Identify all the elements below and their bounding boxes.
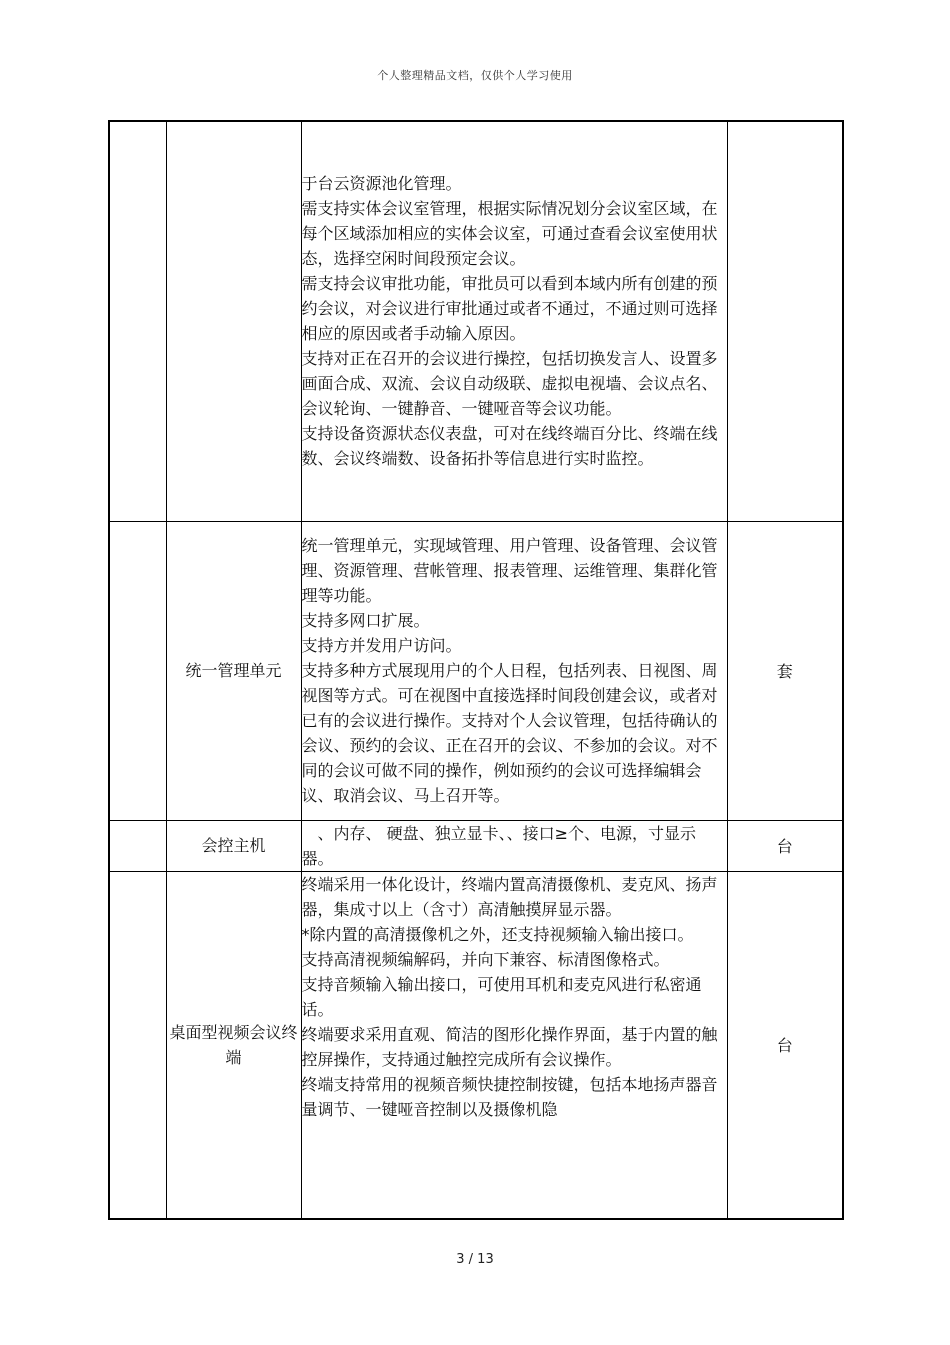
description-paragraph: 、内存、 硬盘、独立显卡、、接口≥个、电源，寸显示器。: [301, 823, 696, 868]
description-paragraph: 终端采用一体化设计，终端内置高清摄像机、麦克风、扬声器，集成寸以上（含寸）高清触摸屏显示器。: [301, 874, 718, 919]
table-row: [109, 871, 843, 1219]
table-row: [109, 820, 843, 871]
page-number: 3 / 13: [456, 1252, 494, 1267]
description-paragraph: 终端要求采用直观、简洁的图形化操作界面，基于内置的触控屏操作，支持通过触控完成所有会议操作。: [301, 1024, 718, 1069]
description-paragraph: 支持对正在召开的会议进行操控，包括切换发言人、设置多画面合成、双流、会议自动级联、虚拟电视墙、会议点名、会议轮询、一键静音、一键哑音等会议功能。: [301, 349, 718, 419]
description-paragraph: 于台云资源池化管理。: [301, 174, 462, 194]
unit-cell: 套: [727, 521, 843, 820]
index-cell: [109, 121, 166, 521]
description-paragraph: 支持设备资源状态仪表盘，可对在线终端百分比、终端在线数、会议终端数、设备拓扑等信息进行实时监控。: [301, 424, 718, 469]
index-cell: [109, 521, 166, 820]
description-paragraph: *除内置的高清摄像机之外，还支持视频输入输出接口。: [301, 924, 694, 944]
table-row: [109, 121, 843, 521]
item-name-cell: 桌面型视频会议终端: [166, 871, 301, 1219]
description-paragraph: 需支持会议审批功能，审批员可以看到本域内所有创建的预约会议，对会议进行审批通过或者不通过，不通过则可选择相应的原因或者手动输入原因。: [301, 274, 718, 344]
unit-cell: 台: [727, 871, 843, 1219]
index-cell: [109, 820, 166, 871]
item-name-cell: 统一管理单元: [166, 521, 301, 820]
description-paragraph: 支持多种方式展现用户的个人日程，包括列表、日视图、周视图等方式。可在视图中直接选择时间段创建会议，或者对已有的会议进行操作。支持对个人会议管理，包括待确认的会议、预约的会议、正在召开的会议、不参加的会议。对不同的会议可做不同的操作，例如预约的会议可选择编辑会议、取消会议、马上召开等。: [301, 661, 718, 805]
description-cell: [301, 871, 727, 1219]
description-cell: [301, 121, 727, 521]
unit-cell: 台: [727, 820, 843, 871]
description-paragraph: 终端支持常用的视频音频快捷控制按键，包括本地扬声器音量调节、一键哑音控制以及摄像机隐: [301, 1074, 718, 1119]
table-row: [109, 521, 843, 820]
description-paragraph: 需支持实体会议室管理，根据实际情况划分会议室区域，在每个区域添加相应的实体会议室，可通过查看会议室使用状态，选择空闲时间段预定会议。: [301, 199, 718, 269]
description-paragraph: 支持高清视频编解码，并向下兼容、标清图像格式。: [301, 949, 670, 969]
description-paragraph: 支持多网口扩展。: [301, 611, 430, 630]
item-name-cell: [166, 121, 301, 521]
spec-table: [108, 120, 844, 1220]
description-paragraph: 支持音频输入输出接口，可使用耳机和麦克风进行私密通话。: [301, 974, 702, 1019]
index-cell: [109, 871, 166, 1219]
page-header: 个人整理精品文档，仅供个人学习使用: [377, 69, 573, 82]
unit-cell: [727, 121, 843, 521]
description-cell: [301, 820, 727, 871]
description-paragraph: 统一管理单元，实现域管理、用户管理、设备管理、会议管理、资源管理、营帐管理、报表管理、运维管理、集群化管理等功能。: [301, 536, 718, 605]
description-paragraph: 支持方并发用户访问。: [301, 636, 462, 655]
description-cell: [301, 521, 727, 820]
item-name-cell: 会控主机: [166, 820, 301, 871]
